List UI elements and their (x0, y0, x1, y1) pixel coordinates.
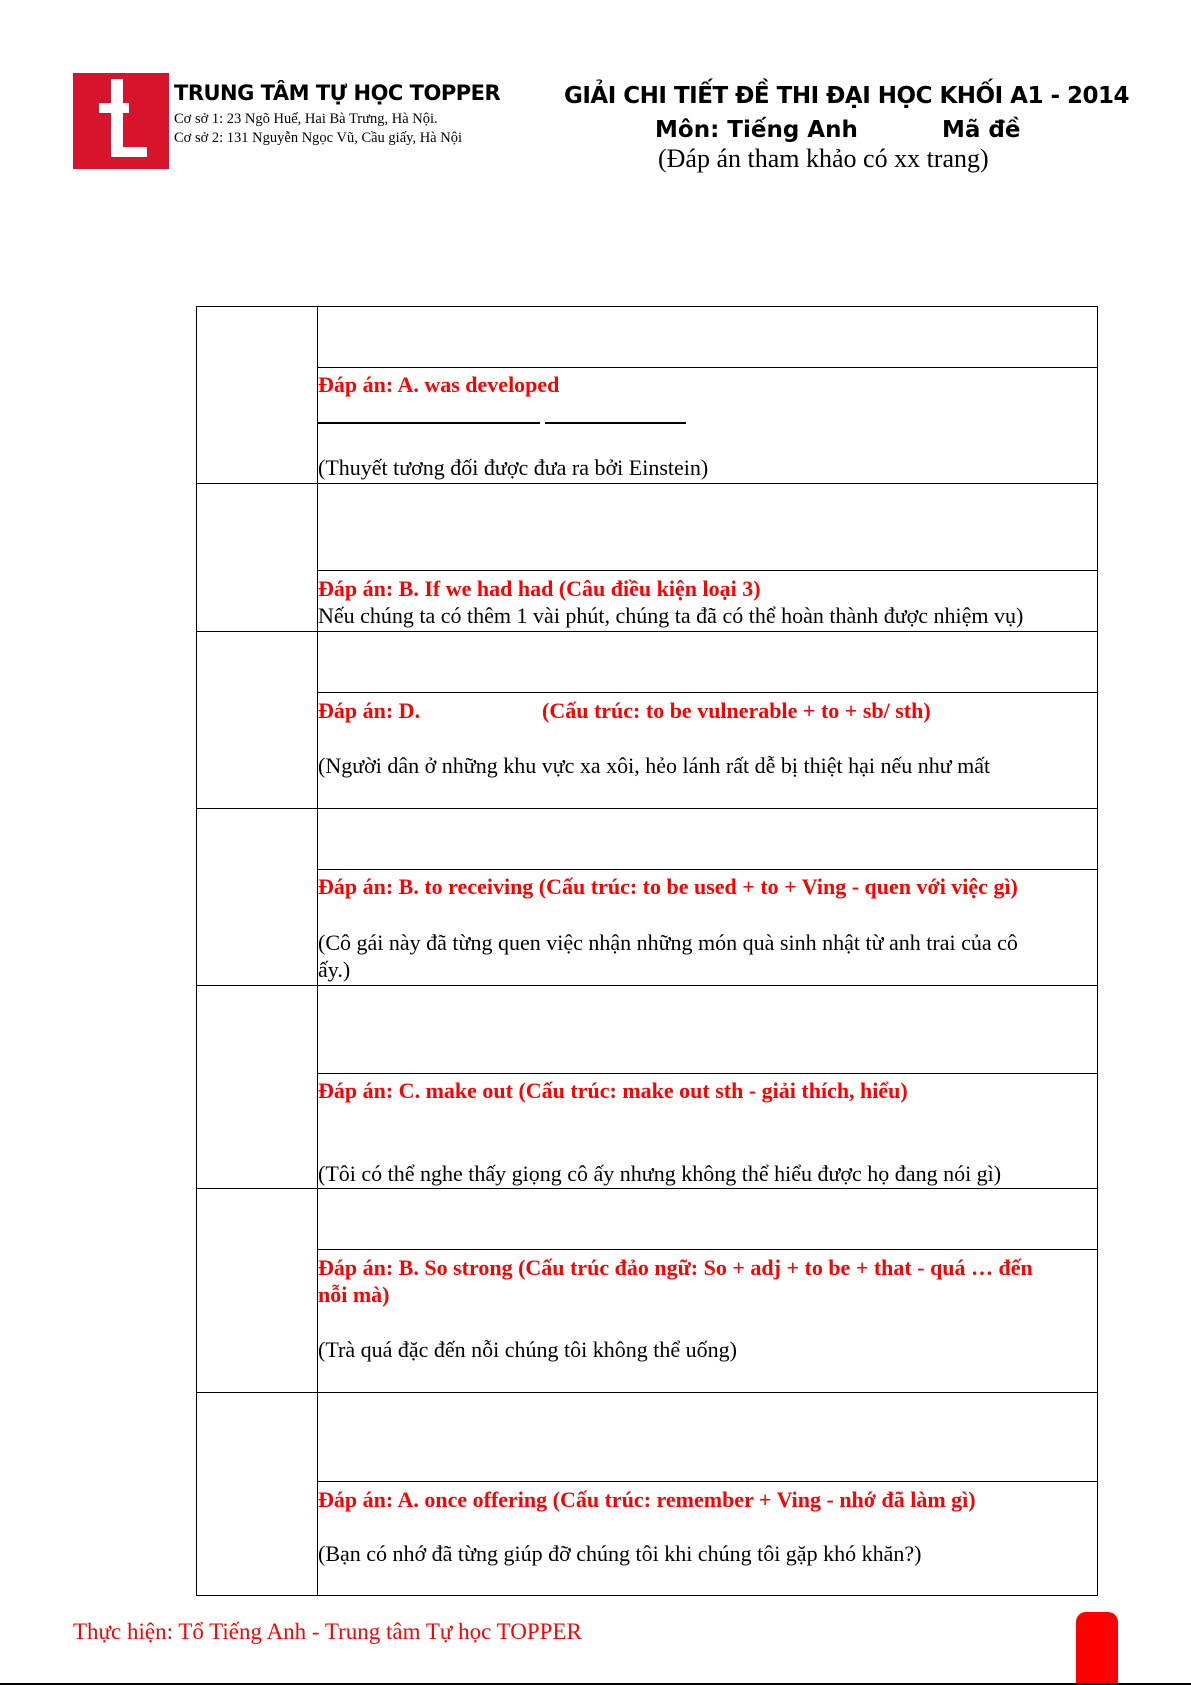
subject: Môn: Tiếng Anh (655, 117, 858, 143)
answer-4: Đáp án: B. to receiving (Cấu trúc: to be used + to + Ving - quen với việc gì) (318, 874, 1018, 899)
answer-5: Đáp án: C. make out (Cấu trúc: make out sth - giải thích, hiểu) (318, 1078, 908, 1103)
row-divider (196, 1188, 1098, 1189)
explanation-6: (Trà quá đặc đến nỗi chúng tôi không thể uống) (318, 1337, 737, 1362)
explanation-4: (Cô gái này đã từng quen việc nhận những món quà sinh nhật từ anh trai của cô (318, 930, 1018, 955)
cell-divider (317, 367, 1098, 368)
address-1: Cơ sở 1: 23 Ngõ Huế, Hai Bà Trưng, Hà Nội. (174, 111, 438, 127)
explanation-2: Nếu chúng ta có thêm 1 vài phút, chúng ta đã có thể hoàn thành được nhiệm vụ) (318, 603, 1024, 628)
row-divider (196, 631, 1098, 632)
cell-divider (317, 869, 1098, 870)
answer-1: Đáp án: A. was developed (318, 372, 560, 397)
cell-divider (317, 692, 1098, 693)
row-divider (196, 1392, 1098, 1393)
answer-note: (Đáp án tham khảo có xx trang) (658, 144, 989, 173)
explanation-7: (Bạn có nhớ đã từng giúp đỡ chúng tôi khi chúng tôi gặp khó khăn?) (318, 1541, 922, 1566)
exam-title: GIẢI CHI TIẾT ĐỀ THI ĐẠI HỌC KHỐI A1 - 2014 (564, 83, 1130, 109)
center-name: TRUNG TÂM TỰ HỌC TOPPER (174, 81, 501, 105)
page-tab (1076, 1612, 1118, 1685)
cell-divider (317, 570, 1098, 571)
cell-divider (317, 1073, 1098, 1074)
cell-divider (317, 1249, 1098, 1250)
answer-6-cont: nỗi mà) (318, 1282, 390, 1307)
explanation-5: (Tôi có thể nghe thấy giọng cô ấy nhưng không thể hiểu được họ đang nói gì) (318, 1161, 1002, 1186)
row-divider (196, 483, 1098, 484)
row-divider (196, 985, 1098, 986)
answer-2: Đáp án: B. If we had had (Câu điều kiện loại 3) (318, 576, 761, 601)
footer-credit: Thực hiện: Tổ Tiếng Anh - Trung tâm Tự học TOPPER (73, 1619, 582, 1644)
topper-logo (73, 73, 169, 169)
answer-3: Đáp án: D. (318, 698, 421, 723)
answer-6: Đáp án: B. So strong (Cấu trúc đảo ngữ: So + adj + to be + that - quá … đến (318, 1255, 1033, 1280)
explanation-3: (Người dân ở những khu vực xa xôi, hẻo lánh rất dễ bị thiệt hại nếu như mất (318, 753, 991, 778)
explanation-4-cont: ấy.) (318, 957, 351, 982)
row-divider (196, 808, 1098, 809)
blank-line (318, 422, 540, 424)
answer-7: Đáp án: A. once offering (Cấu trúc: remember + Ving - nhớ đã làm gì) (318, 1487, 976, 1512)
address-2: Cơ sở 2: 131 Nguyễn Ngọc Vũ, Cầu giấy, Hà Nội (174, 130, 462, 146)
cell-divider (317, 1481, 1098, 1482)
exam-code-label: Mã đề (942, 117, 1021, 143)
answer-3-structure: (Cấu trúc: to be vulnerable + to + sb/ sth) (542, 698, 931, 723)
explanation-1: (Thuyết tương đối được đưa ra bởi Einstein) (318, 455, 709, 480)
blank-line (545, 422, 686, 424)
